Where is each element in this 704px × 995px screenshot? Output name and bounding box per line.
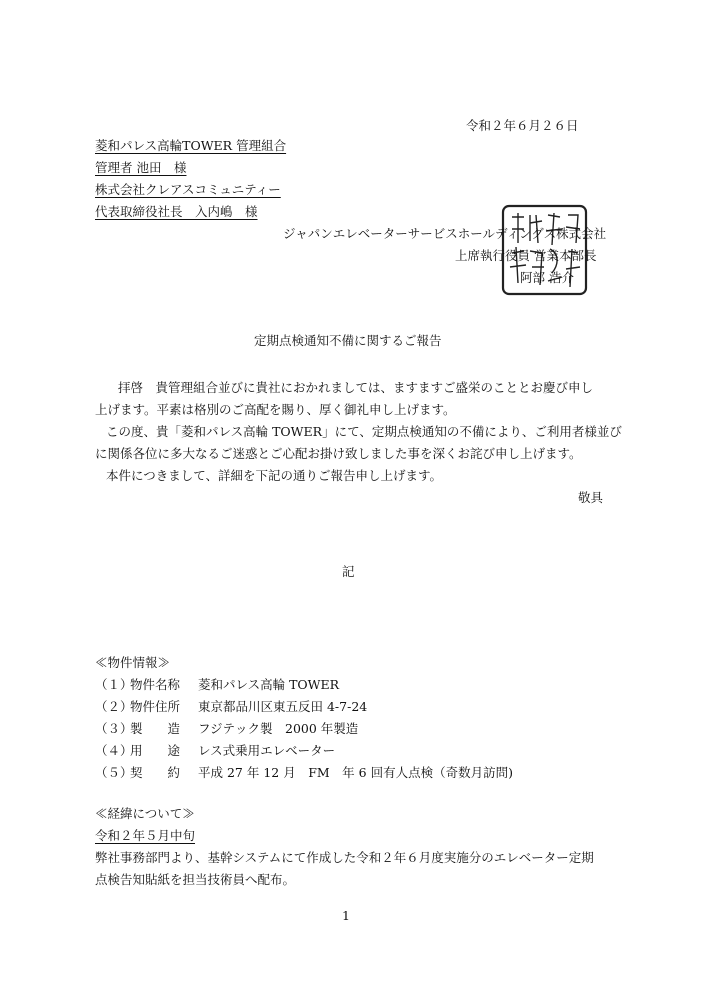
property-item-value: レス式乗用エレベーター xyxy=(198,743,336,758)
recipient-line-4: 代表取締役社長 入内嶋 様 xyxy=(95,204,258,219)
ki-heading: 記 xyxy=(342,564,355,579)
property-item-label: 用 途 xyxy=(130,743,181,758)
history-text-line-2: 点検告知貼紙を担当技術員へ配布。 xyxy=(95,872,296,887)
document-date: 令和２年６月２６日 xyxy=(466,118,579,133)
property-item-value: 東京都品川区東五反田 4-7-24 xyxy=(198,699,368,714)
property-item-label: 契 約 xyxy=(130,765,181,780)
recipient-line-2: 管理者 池田 様 xyxy=(95,160,187,175)
property-item-num: （４） xyxy=(95,743,133,758)
body-line-5: 本件につきまして、詳細を下記の通りご報告申し上げます。 xyxy=(106,468,443,483)
body-line-3: この度、貴「菱和パレス高輪 TOWER」にて、定期点検通知の不備により、ご利用者様並び xyxy=(106,424,622,439)
property-item-value: フジテック製 2000 年製造 xyxy=(198,721,359,736)
property-item-num: （５） xyxy=(95,765,133,780)
recipient-line-1: 菱和パレス高輪TOWER 管理組合 xyxy=(95,138,287,153)
body-line-1: 拝啓 貴管理組合並びに貴社におかれましては、ますますご盛栄のこととお慶び申し xyxy=(118,380,594,395)
property-item-value: 平成 27 年 12 月 FM 年 6 回有人点検（奇数月訪問) xyxy=(198,765,513,780)
history-heading: ≪経緯について≫ xyxy=(95,806,195,821)
property-item-value: 菱和パレス高輪 TOWER xyxy=(198,677,340,692)
recipient-line-3: 株式会社クレアスコミュニティー xyxy=(95,182,281,197)
sender-company: ジャパンエレベーターサービスホールディングス株式会社 xyxy=(283,226,607,241)
property-heading: ≪物件情報≫ xyxy=(95,655,171,670)
property-item-label: 物件名称 xyxy=(130,677,181,692)
property-item-num: （３） xyxy=(95,721,133,736)
page-number: 1 xyxy=(342,908,350,923)
body-line-2: 上げます。平素は格別のご高配を賜り、厚く御礼申し上げます。 xyxy=(95,402,456,417)
property-item-label: 物件住所 xyxy=(130,699,181,714)
closing: 敬具 xyxy=(578,490,604,505)
sender-title: 上席執行役員 営業本部長 xyxy=(455,248,597,263)
property-item-num: （１） xyxy=(95,677,133,692)
property-item-label: 製 造 xyxy=(130,721,181,736)
sender-name: 阿部 浩介 xyxy=(520,270,574,285)
subject-title: 定期点検通知不備に関するご報告 xyxy=(254,333,442,348)
history-text-line-1: 弊社事務部門より、基幹システムにて作成した令和２年６月度実施分のエレベーター定期 xyxy=(95,850,594,865)
property-item-num: （２） xyxy=(95,699,133,714)
history-date: 令和２年５月中旬 xyxy=(95,828,196,843)
body-line-4: に関係各位に多大なるご迷惑とご心配お掛け致しました事を深くお詫び申し上げます。 xyxy=(95,446,582,461)
